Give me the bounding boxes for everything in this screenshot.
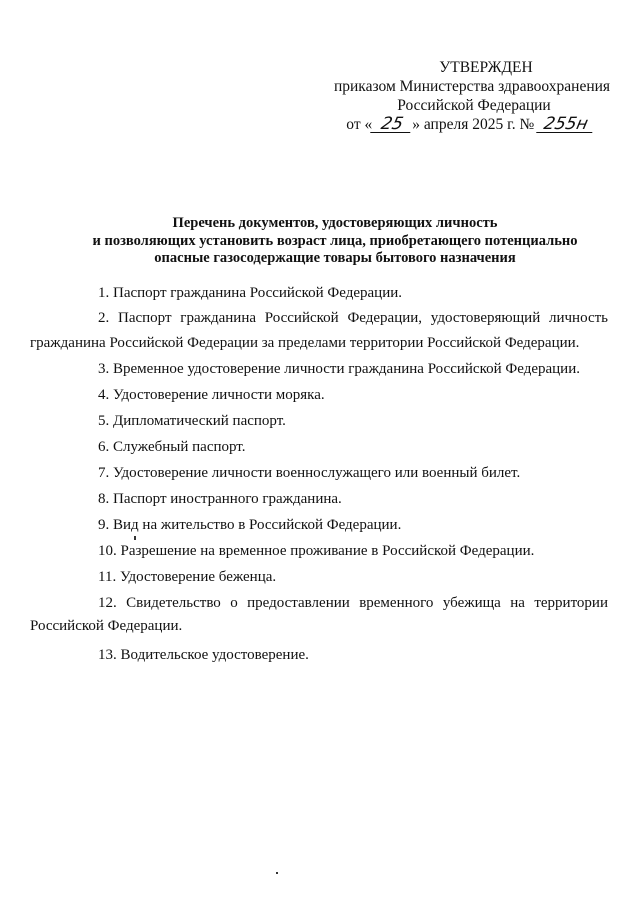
list-item-text: 11. Удостоверение беженца. [98, 569, 277, 585]
list-item [60, 542, 608, 561]
scan-speck [134, 536, 136, 540]
list-item-text: 12. Свидетельство о предоставлении временного убежища на территории [98, 595, 608, 611]
approval-heading: УТВЕРЖДЕН [439, 59, 533, 76]
title-line-1: Перечень документов, удостоверяющих личность [172, 215, 498, 231]
title-line-3: опасные газосодержащие товары бытового назначения [154, 250, 516, 266]
list-item [60, 646, 608, 665]
list-item-text: 2. Паспорт гражданина Российской Федерации, удостоверяющий личность [98, 310, 608, 326]
list-item-text: 5. Дипломатический паспорт. [98, 413, 286, 429]
handwritten-day: 25 [370, 116, 414, 133]
list-item [60, 568, 608, 587]
list-item-text: 6. Служебный паспорт. [98, 439, 246, 455]
list-item-text: 1. Паспорт гражданина Российской Федерации. [98, 285, 402, 301]
list-item [60, 490, 608, 509]
list-item [60, 386, 608, 405]
date-prefix: от « [346, 116, 373, 133]
list-item-continuation: Российской Федерации. [30, 618, 183, 634]
date-middle: » апреля 2025 г. № [412, 116, 535, 133]
list-item-text: 9. Вид на жительство в Российской Федерации. [98, 517, 402, 533]
list-item [60, 516, 608, 535]
list-item [60, 412, 608, 431]
list-item-text: 8. Паспорт иностранного гражданина. [98, 491, 342, 507]
title-line-2: и позволяющих установить возраст лица, приобретающего потенциально [92, 232, 578, 249]
list-item [30, 309, 608, 353]
list-item [30, 594, 608, 636]
list-item-text: 13. Водительское удостоверение. [98, 647, 309, 663]
list-item [60, 438, 608, 457]
list-item-text: 7. Удостоверение личности военнослужащего или военный билет. [98, 465, 521, 481]
list-item-text: 10. Разрешение на временное проживание в Российской Федерации. [98, 543, 535, 559]
list-item [60, 464, 608, 483]
list-item-continuation: гражданина Российской Федерации за пределами территории Российской Федерации. [30, 335, 580, 351]
handwritten-order-number: 255н [536, 116, 595, 133]
list-item [60, 360, 608, 379]
approval-date-line [300, 115, 640, 134]
list-item-text: 4. Удостоверение личности моряка. [98, 387, 325, 403]
list-item-text: 3. Временное удостоверение личности гражданина Российской Федерации. [98, 361, 580, 377]
document-title [40, 215, 630, 268]
list-item [60, 284, 608, 303]
approval-federation: Российской Федерации [397, 97, 551, 114]
scan-speck [276, 872, 278, 874]
approval-stamp [300, 58, 640, 134]
approval-ministry: приказом Министерства здравоохранения [333, 78, 611, 95]
